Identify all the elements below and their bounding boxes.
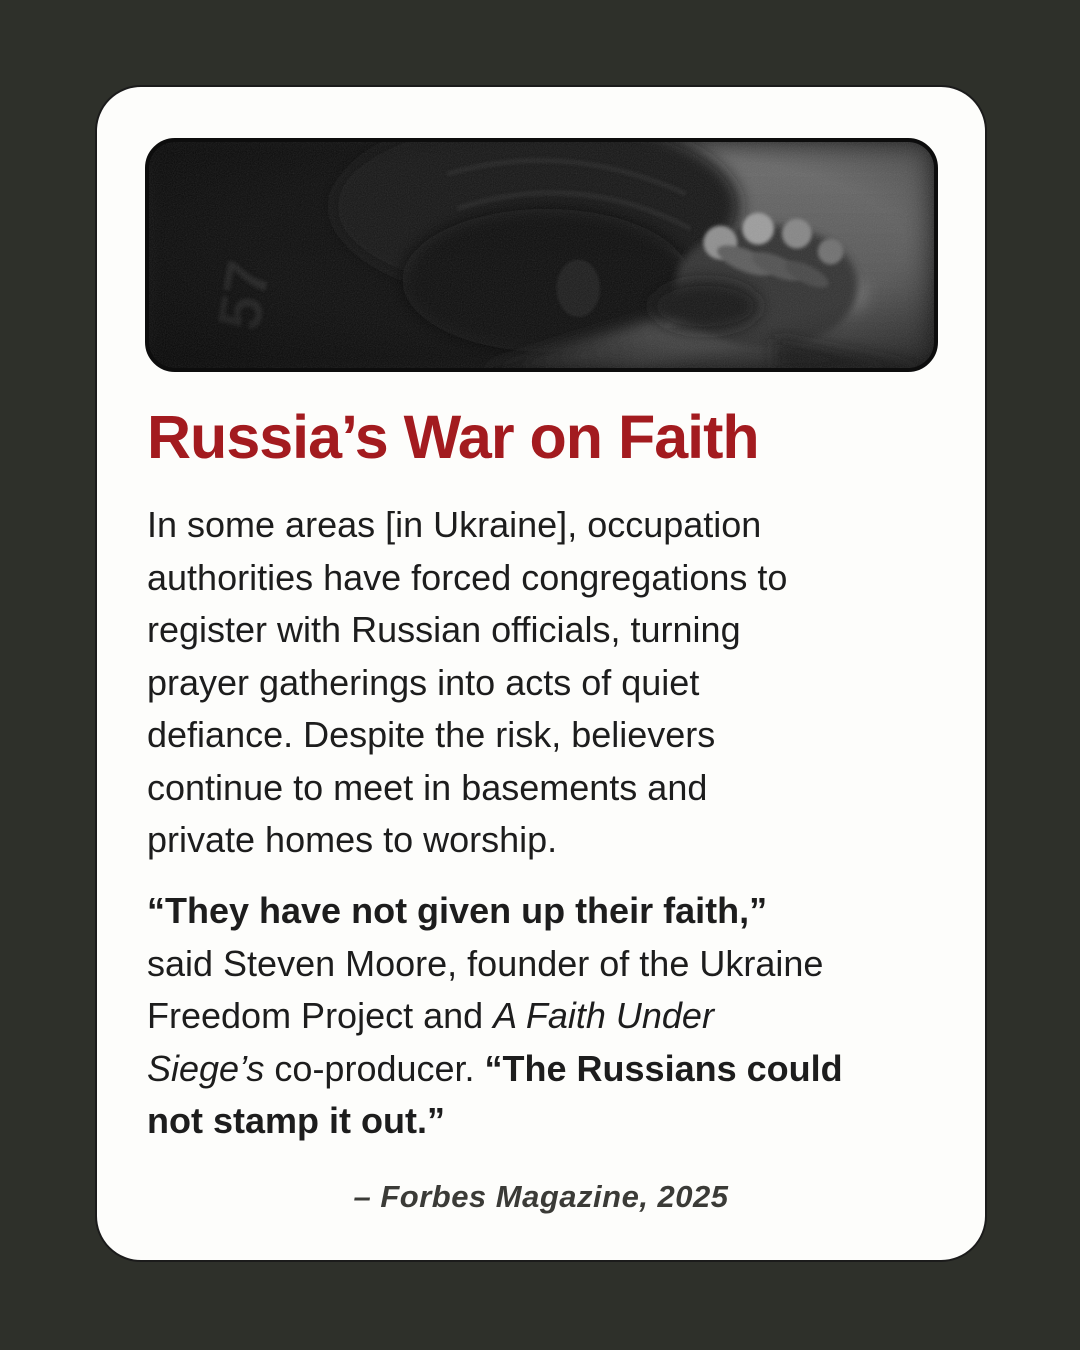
content-card	[95, 85, 987, 1262]
attribution-line: – Forbes Magazine, 2025	[353, 1179, 729, 1214]
quote-line: not stamp it out.”	[147, 1100, 445, 1141]
quote-line: said Steven Moore, founder of the Ukraine	[147, 942, 824, 984]
quote-paragraph	[147, 885, 957, 1148]
photo-frame	[145, 138, 938, 372]
body-line: authorities have forced congregations to	[147, 556, 788, 598]
body-line: defiance. Despite the risk, believers	[147, 714, 716, 755]
page-title: Russia’s War on Faith	[147, 403, 759, 471]
quote-line: Freedom Project and A Faith Under	[147, 995, 714, 1036]
body-line: continue to meet in basements and	[147, 766, 708, 808]
body-line: prayer gatherings into acts of quiet	[147, 661, 700, 703]
body-line: register with Russian officials, turning	[147, 609, 741, 650]
body-paragraph	[147, 499, 947, 867]
prayer-photo	[149, 142, 934, 368]
quote-line: Siege’s co-producer. “The Russians could	[147, 1047, 843, 1089]
body-line: private homes to worship.	[147, 819, 558, 860]
body-line: In some areas [in Ukraine], occupation	[147, 504, 762, 545]
quote-line: “They have not given up their faith,”	[147, 890, 768, 931]
